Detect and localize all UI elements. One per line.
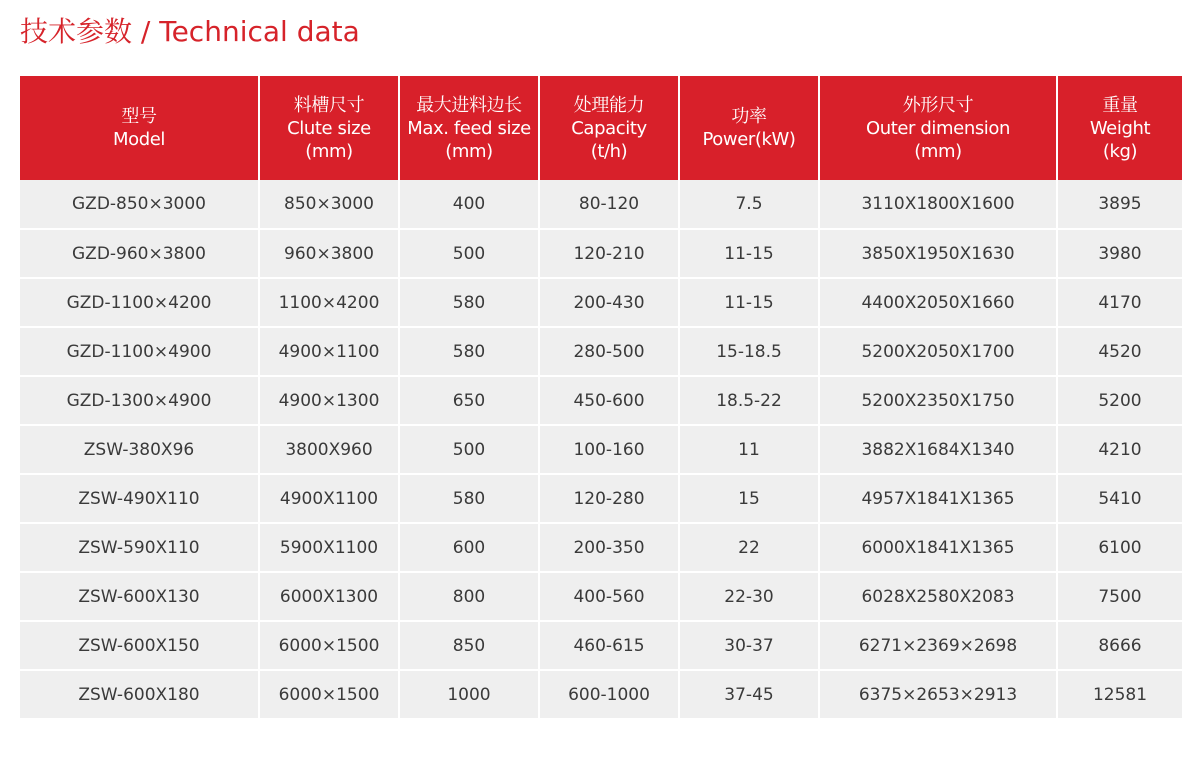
header-power-en: Power(kW) bbox=[702, 129, 796, 150]
cell-clute-size: 3800X960 bbox=[259, 425, 399, 474]
cell-model: GZD-960×3800 bbox=[20, 229, 259, 278]
cell-outer-dimension: 3850X1950X1630 bbox=[819, 229, 1057, 278]
header-max-feed-size-zh: 最大进料边长 bbox=[416, 94, 522, 116]
cell-max-feed-size: 500 bbox=[399, 425, 539, 474]
cell-weight: 4170 bbox=[1057, 278, 1182, 327]
cell-power: 18.5-22 bbox=[679, 376, 819, 425]
header-model-zh: 型号 bbox=[121, 106, 157, 127]
cell-clute-size: 6000×1500 bbox=[259, 621, 399, 670]
cell-weight: 4210 bbox=[1057, 425, 1182, 474]
cell-capacity: 460-615 bbox=[539, 621, 679, 670]
table-row bbox=[20, 425, 1182, 474]
cell-max-feed-size: 800 bbox=[399, 572, 539, 621]
cell-weight: 5410 bbox=[1057, 474, 1182, 523]
header-power bbox=[679, 76, 819, 180]
cell-model: ZSW-600X150 bbox=[20, 621, 259, 670]
header-clute-size-en: Clute size bbox=[287, 117, 371, 139]
header-capacity bbox=[539, 76, 679, 180]
cell-clute-size: 6000X1300 bbox=[259, 572, 399, 621]
table-header bbox=[20, 76, 1182, 180]
cell-outer-dimension: 3882X1684X1340 bbox=[819, 425, 1057, 474]
header-max-feed-size-unit: (mm) bbox=[445, 140, 493, 162]
header-clute-size-unit: (mm) bbox=[305, 140, 353, 162]
cell-max-feed-size: 1000 bbox=[399, 670, 539, 719]
header-weight bbox=[1057, 76, 1182, 180]
header-capacity-unit: (t/h) bbox=[590, 140, 628, 162]
cell-power: 11-15 bbox=[679, 278, 819, 327]
cell-outer-dimension: 4957X1841X1365 bbox=[819, 474, 1057, 523]
cell-model: ZSW-490X110 bbox=[20, 474, 259, 523]
cell-max-feed-size: 400 bbox=[399, 180, 539, 229]
cell-max-feed-size: 850 bbox=[399, 621, 539, 670]
table-row bbox=[20, 327, 1182, 376]
header-outer-dimension-en: Outer dimension bbox=[865, 117, 1011, 139]
cell-max-feed-size: 650 bbox=[399, 376, 539, 425]
cell-outer-dimension: 6375×2653×2913 bbox=[819, 670, 1057, 719]
cell-model: ZSW-590X110 bbox=[20, 523, 259, 572]
table-body bbox=[20, 180, 1182, 719]
cell-clute-size: 6000×1500 bbox=[259, 670, 399, 719]
cell-outer-dimension: 3110X1800X1600 bbox=[819, 180, 1057, 229]
cell-capacity: 600-1000 bbox=[539, 670, 679, 719]
cell-power: 11-15 bbox=[679, 229, 819, 278]
cell-weight: 8666 bbox=[1057, 621, 1182, 670]
table-row bbox=[20, 278, 1182, 327]
cell-power: 37-45 bbox=[679, 670, 819, 719]
cell-clute-size: 960×3800 bbox=[259, 229, 399, 278]
header-capacity-zh: 处理能力 bbox=[573, 94, 645, 116]
cell-weight: 3895 bbox=[1057, 180, 1182, 229]
table-row bbox=[20, 621, 1182, 670]
cell-outer-dimension: 4400X2050X1660 bbox=[819, 278, 1057, 327]
header-weight-zh: 重量 bbox=[1102, 94, 1138, 116]
header-capacity-en: Capacity bbox=[571, 117, 647, 139]
cell-clute-size: 4900X1100 bbox=[259, 474, 399, 523]
cell-weight: 5200 bbox=[1057, 376, 1182, 425]
cell-capacity: 400-560 bbox=[539, 572, 679, 621]
table-row bbox=[20, 229, 1182, 278]
cell-model: GZD-850×3000 bbox=[20, 180, 259, 229]
page-title: 技术参数 / Technical data bbox=[20, 15, 360, 48]
cell-weight: 6100 bbox=[1057, 523, 1182, 572]
cell-model: GZD-1100×4200 bbox=[20, 278, 259, 327]
cell-capacity: 200-430 bbox=[539, 278, 679, 327]
cell-max-feed-size: 580 bbox=[399, 278, 539, 327]
header-max-feed-size-en: Max. feed size bbox=[407, 117, 531, 139]
cell-power: 15-18.5 bbox=[679, 327, 819, 376]
header-power-zh: 功率 bbox=[731, 106, 767, 127]
cell-clute-size: 4900×1300 bbox=[259, 376, 399, 425]
header-outer-dimension bbox=[819, 76, 1057, 180]
header-weight-unit: (kg) bbox=[1102, 140, 1138, 162]
cell-capacity: 200-350 bbox=[539, 523, 679, 572]
header-model bbox=[20, 76, 259, 180]
cell-clute-size: 1100×4200 bbox=[259, 278, 399, 327]
cell-model: ZSW-600X180 bbox=[20, 670, 259, 719]
cell-model: GZD-1100×4900 bbox=[20, 327, 259, 376]
header-outer-dimension-unit: (mm) bbox=[914, 140, 962, 162]
header-row bbox=[20, 76, 1182, 180]
header-clute-size-zh: 料槽尺寸 bbox=[293, 94, 365, 116]
cell-capacity: 100-160 bbox=[539, 425, 679, 474]
cell-model: ZSW-380X96 bbox=[20, 425, 259, 474]
cell-outer-dimension: 5200X2350X1750 bbox=[819, 376, 1057, 425]
cell-capacity: 80-120 bbox=[539, 180, 679, 229]
table-row bbox=[20, 180, 1182, 229]
cell-capacity: 120-210 bbox=[539, 229, 679, 278]
header-outer-dimension-zh: 外形尺寸 bbox=[902, 94, 974, 116]
cell-power: 7.5 bbox=[679, 180, 819, 229]
cell-max-feed-size: 600 bbox=[399, 523, 539, 572]
header-clute-size bbox=[259, 76, 399, 180]
table-row bbox=[20, 670, 1182, 719]
cell-power: 22 bbox=[679, 523, 819, 572]
cell-capacity: 120-280 bbox=[539, 474, 679, 523]
cell-outer-dimension: 6000X1841X1365 bbox=[819, 523, 1057, 572]
cell-max-feed-size: 500 bbox=[399, 229, 539, 278]
cell-power: 11 bbox=[679, 425, 819, 474]
cell-weight: 3980 bbox=[1057, 229, 1182, 278]
table-row bbox=[20, 572, 1182, 621]
technical-data-table bbox=[20, 76, 1182, 720]
cell-clute-size: 5900X1100 bbox=[259, 523, 399, 572]
table-row bbox=[20, 376, 1182, 425]
header-max-feed-size bbox=[399, 76, 539, 180]
cell-model: ZSW-600X130 bbox=[20, 572, 259, 621]
cell-outer-dimension: 5200X2050X1700 bbox=[819, 327, 1057, 376]
cell-clute-size: 850×3000 bbox=[259, 180, 399, 229]
cell-power: 30-37 bbox=[679, 621, 819, 670]
cell-capacity: 450-600 bbox=[539, 376, 679, 425]
table-row bbox=[20, 474, 1182, 523]
header-weight-en: Weight bbox=[1089, 117, 1151, 139]
table-row bbox=[20, 523, 1182, 572]
cell-outer-dimension: 6028X2580X2083 bbox=[819, 572, 1057, 621]
cell-capacity: 280-500 bbox=[539, 327, 679, 376]
cell-power: 22-30 bbox=[679, 572, 819, 621]
cell-max-feed-size: 580 bbox=[399, 474, 539, 523]
cell-max-feed-size: 580 bbox=[399, 327, 539, 376]
cell-power: 15 bbox=[679, 474, 819, 523]
cell-weight: 4520 bbox=[1057, 327, 1182, 376]
cell-outer-dimension: 6271×2369×2698 bbox=[819, 621, 1057, 670]
cell-weight: 7500 bbox=[1057, 572, 1182, 621]
header-model-en: Model bbox=[112, 129, 166, 150]
cell-clute-size: 4900×1100 bbox=[259, 327, 399, 376]
cell-weight: 12581 bbox=[1057, 670, 1182, 719]
cell-model: GZD-1300×4900 bbox=[20, 376, 259, 425]
